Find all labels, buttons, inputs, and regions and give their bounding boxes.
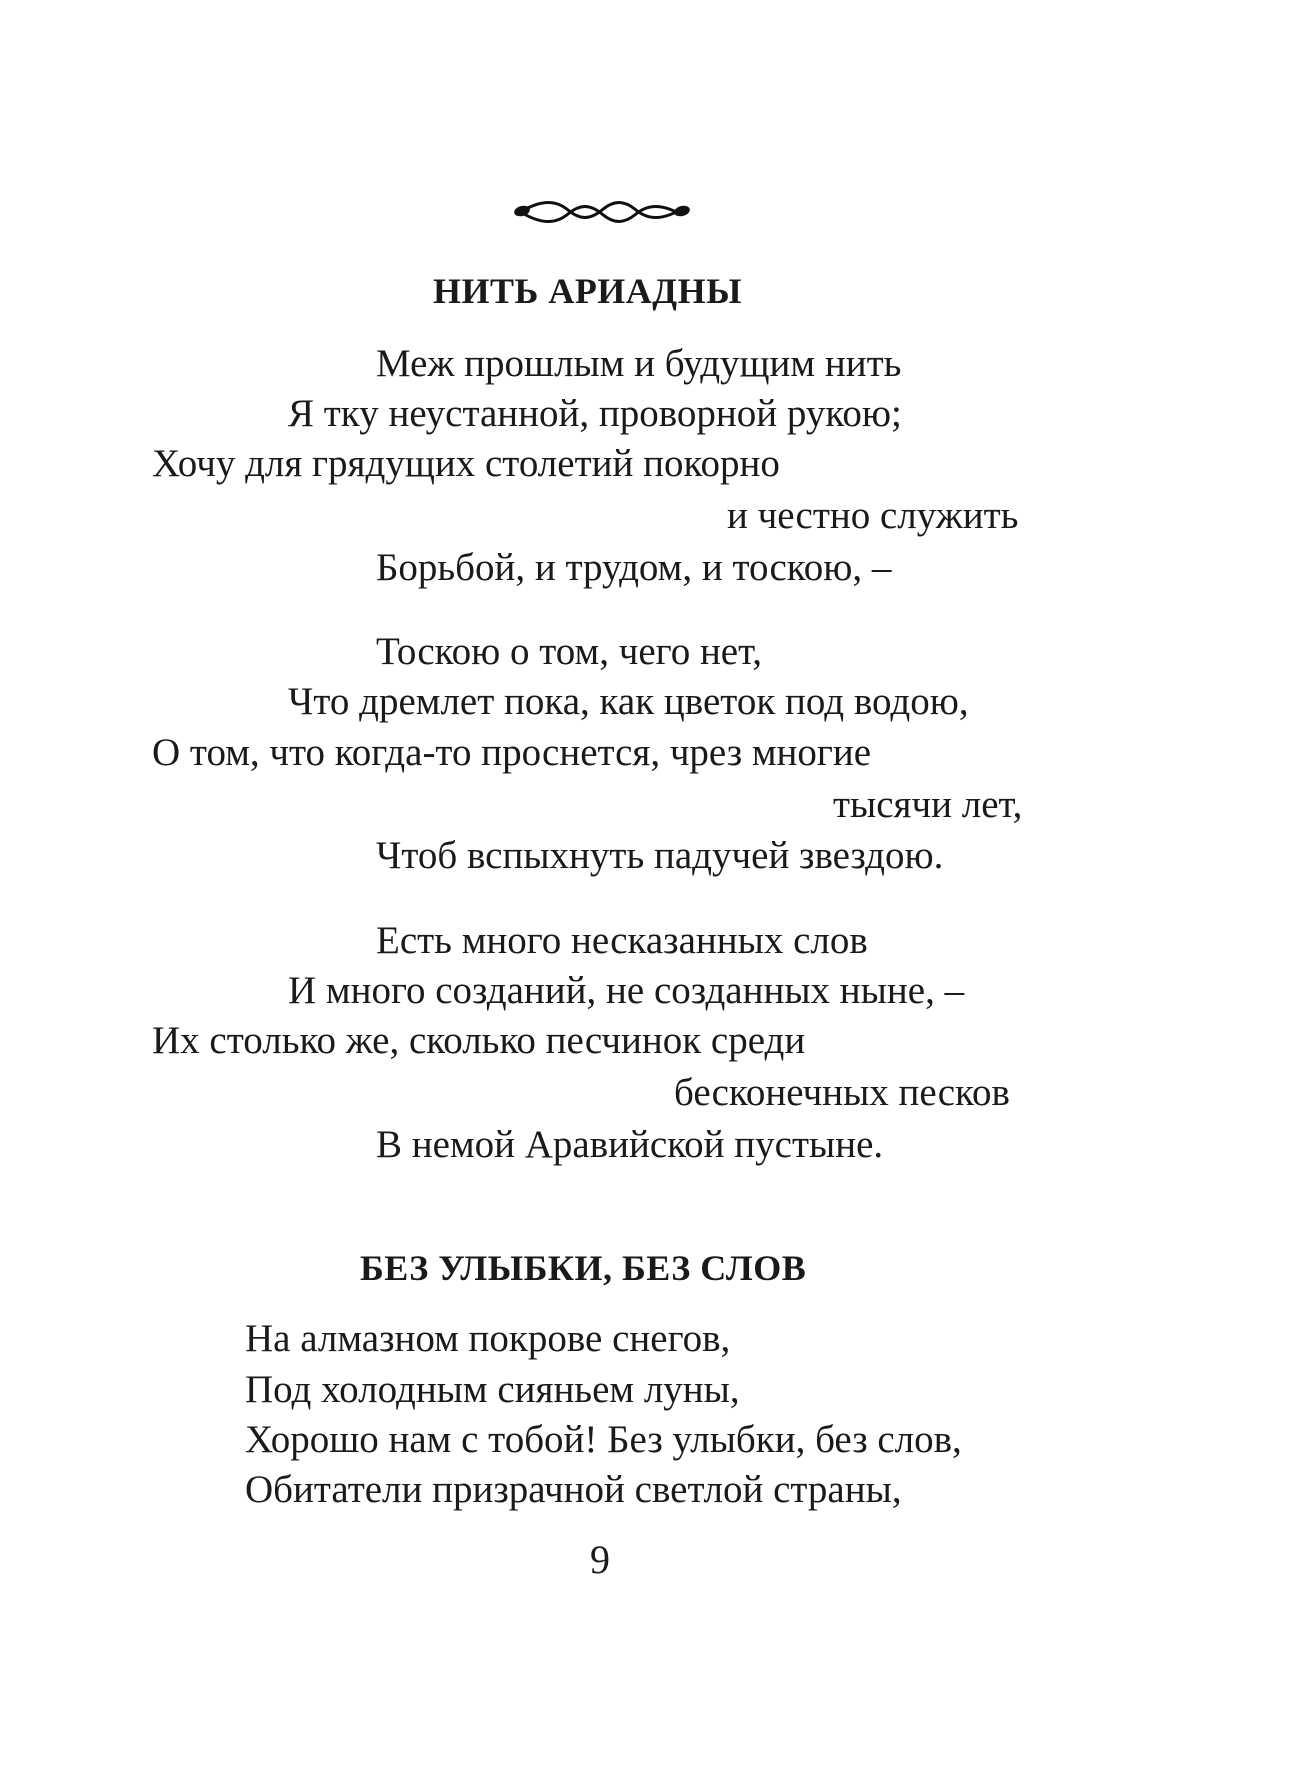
- poem-line: Борьбой, и трудом, и тоскою, –: [376, 546, 892, 589]
- poem-line: О том, что когда-то проснется, чрез многие: [152, 731, 872, 774]
- poem-title: НИТЬ АРИАДНЫ: [433, 271, 742, 311]
- poem-line: Я тку неустанной, проворной рукою;: [288, 392, 902, 435]
- poem-line: Есть много несказанных слов: [376, 919, 868, 962]
- poem-line: Что дремлет пока, как цветок под водою,: [288, 680, 969, 723]
- ornament-divider-icon: [508, 190, 696, 232]
- poem-line: бесконечных песков: [674, 1071, 1010, 1114]
- poem-line: И много созданий, не созданных ныне, –: [288, 969, 965, 1012]
- poem-title: БЕЗ УЛЫБКИ, БЕЗ СЛОВ: [360, 1248, 807, 1288]
- poem-line: и честно служить: [727, 494, 1019, 537]
- page-number: 9: [590, 1537, 610, 1582]
- poem-line: В немой Аравийской пустыне.: [376, 1123, 884, 1166]
- poem-line: Обитатели призрачной светлой страны,: [245, 1468, 902, 1511]
- poem-line: Их столько же, сколько песчинок среди: [152, 1019, 806, 1062]
- poem-line: тысячи лет,: [833, 783, 1023, 826]
- poem-line: Меж прошлым и будущим нить: [376, 342, 902, 385]
- poem-line: Хорошо нам с тобой! Без улыбки, без слов,: [245, 1418, 962, 1461]
- poem-line: На алмазном покрове снегов,: [245, 1317, 731, 1360]
- poem-line: Под холодным сияньем луны,: [245, 1368, 740, 1411]
- poem-line: Хочу для грядущих столетий покорно: [152, 442, 780, 485]
- poem-line: Тоскою о том, чего нет,: [376, 630, 762, 673]
- poem-line: Чтоб вспыхнуть падучей звездою.: [376, 834, 944, 877]
